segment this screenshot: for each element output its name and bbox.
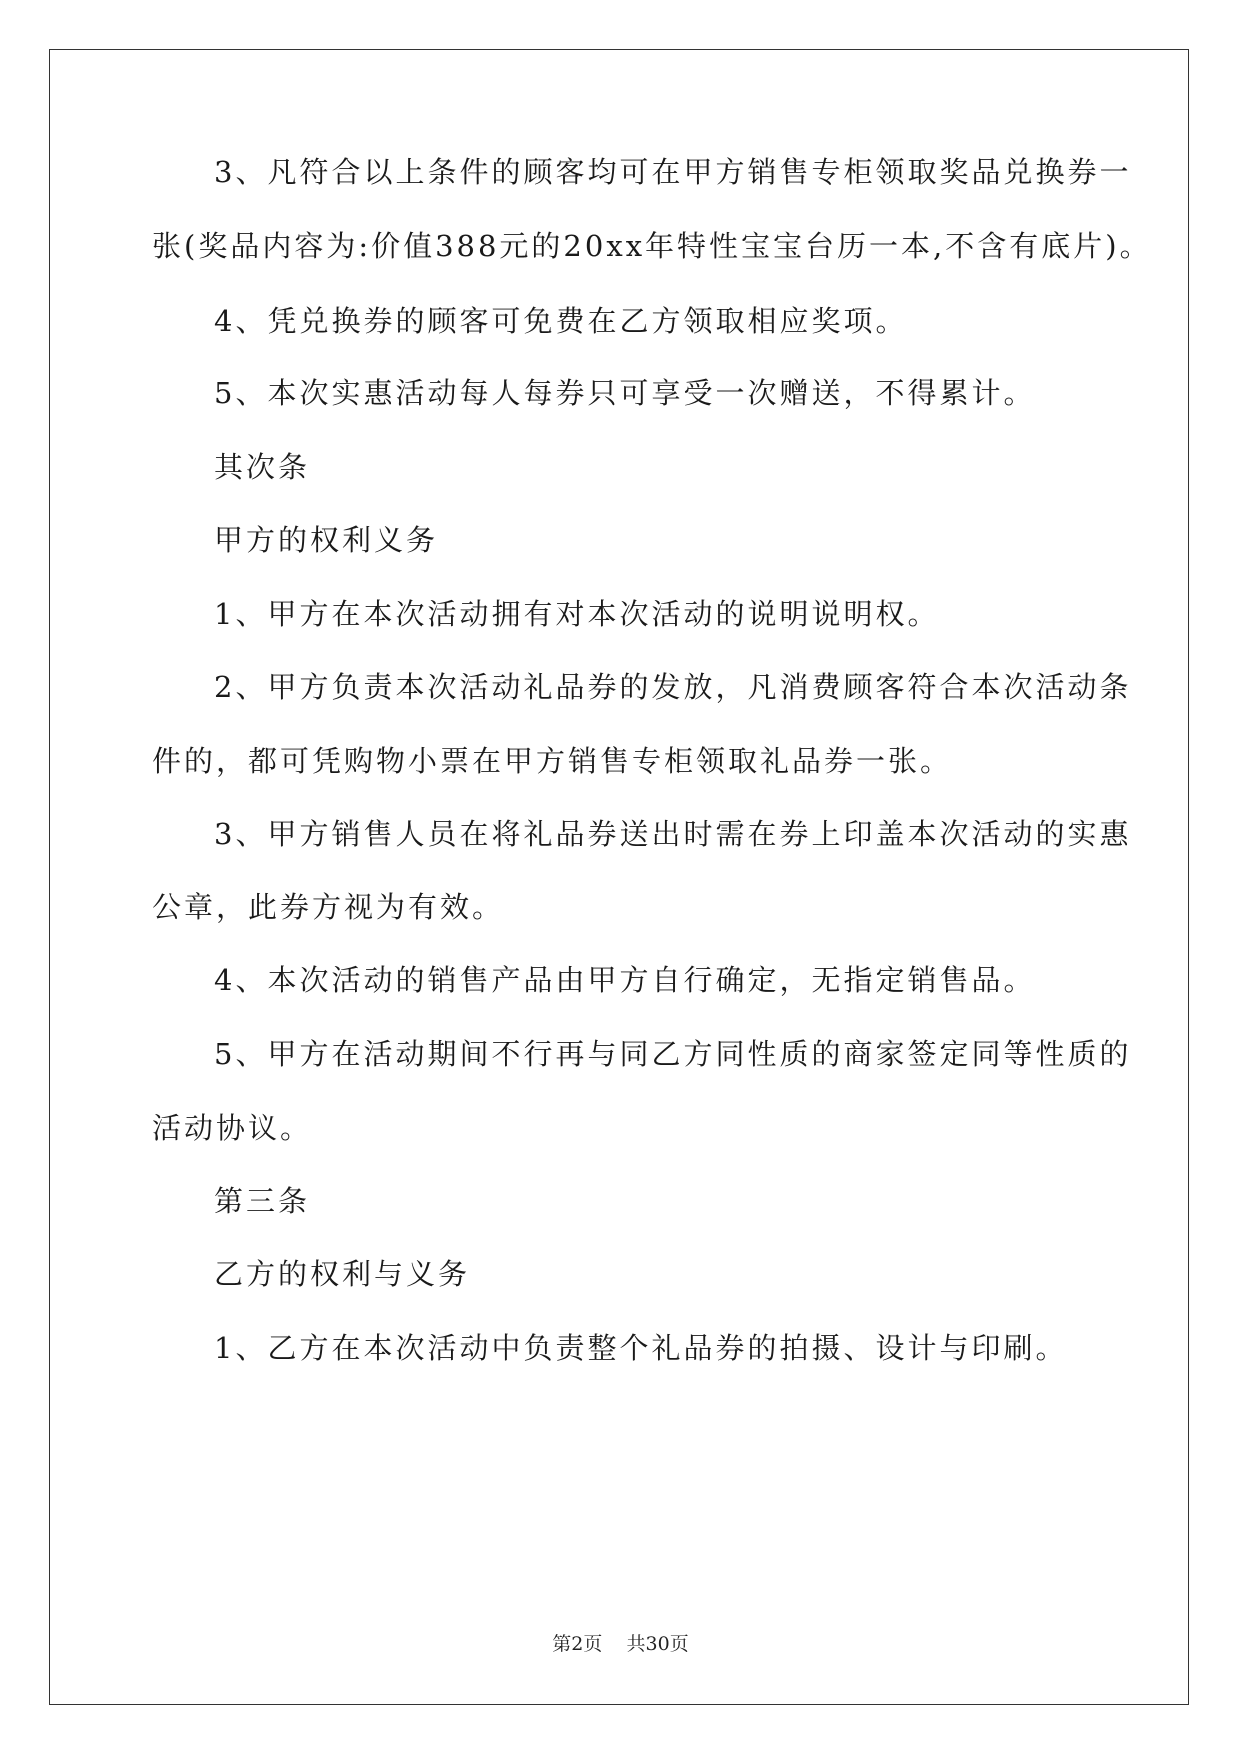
section-heading: 其次条 bbox=[214, 450, 311, 484]
paragraph-line: 5、本次实惠活动每人每券只可享受一次赠送，不得累计。 bbox=[214, 376, 1036, 410]
paragraph-line: 4、凭兑换券的顾客可免费在乙方领取相应奖项。 bbox=[214, 304, 908, 338]
paragraph-line: 张(奖品内容为:价值388元的20xx年特性宝宝台历一本,不含有底片)。 bbox=[152, 229, 1152, 263]
page-footer bbox=[0, 1632, 1241, 1656]
section-heading: 第三条 bbox=[214, 1184, 311, 1218]
page-number: 第2页 bbox=[552, 1633, 603, 1655]
page-border bbox=[49, 49, 1189, 1705]
paragraph-line: 1、乙方在本次活动中负责整个礼品券的拍摄、设计与印刷。 bbox=[214, 1331, 1068, 1365]
section-subheading: 乙方的权利与义务 bbox=[214, 1257, 471, 1291]
paragraph-line: 3、凡符合以上条件的顾客均可在甲方销售专柜领取奖品兑换券一 bbox=[214, 155, 1132, 189]
paragraph-line: 2、甲方负责本次活动礼品券的发放，凡消费顾客符合本次活动条 bbox=[214, 670, 1132, 704]
paragraph-line: 3、甲方销售人员在将礼品券送出时需在券上印盖本次活动的实惠 bbox=[214, 817, 1132, 851]
paragraph-line: 件的，都可凭购物小票在甲方销售专柜领取礼品券一张。 bbox=[152, 744, 953, 778]
page-total: 共30页 bbox=[626, 1633, 689, 1655]
paragraph-line: 1、甲方在本次活动拥有对本次活动的说明说明权。 bbox=[214, 597, 940, 631]
paragraph-line: 活动协议。 bbox=[152, 1111, 313, 1145]
section-subheading: 甲方的权利义务 bbox=[214, 523, 439, 557]
paragraph-line: 5、甲方在活动期间不行再与同乙方同性质的商家签定同等性质的 bbox=[214, 1037, 1132, 1071]
paragraph-line: 公章，此券方视为有效。 bbox=[152, 890, 505, 924]
paragraph-line: 4、本次活动的销售产品由甲方自行确定，无指定销售品。 bbox=[214, 963, 1036, 997]
